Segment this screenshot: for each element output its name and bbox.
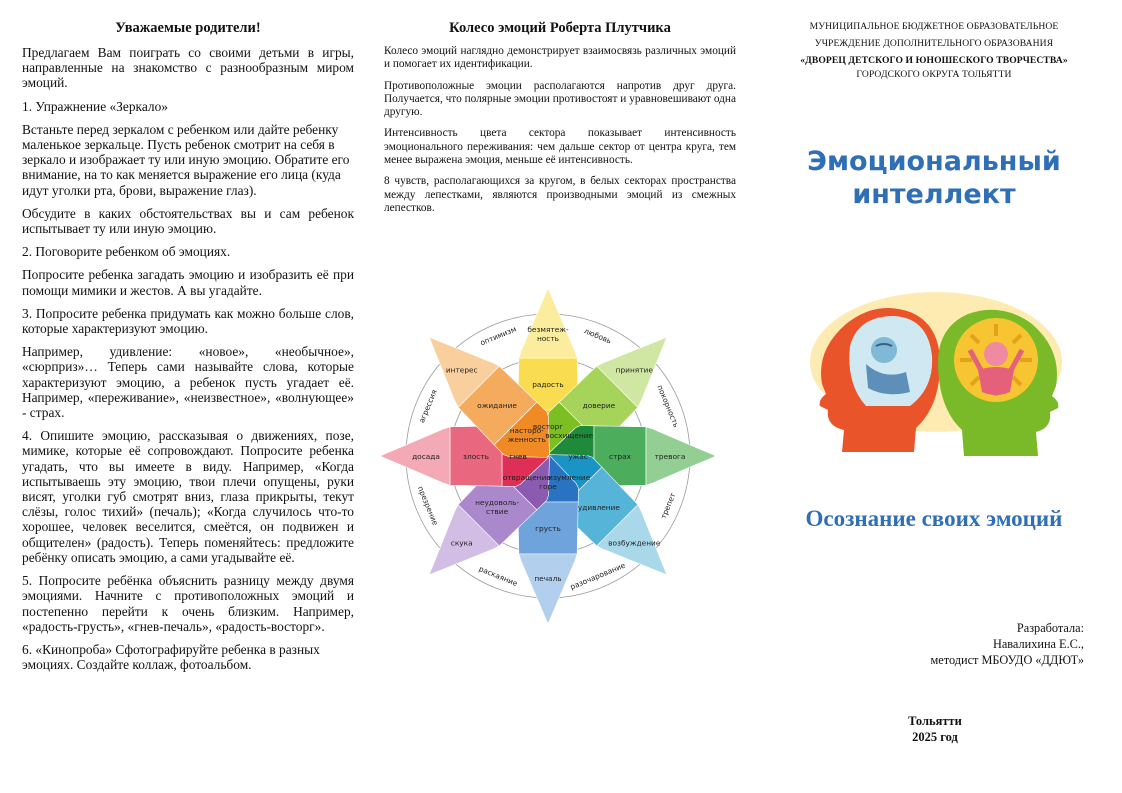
left-paragraph-ex2-title: 2. Поговорите ребенком об эмоциях. <box>22 244 231 260</box>
wheel-emotion-label: горе <box>539 482 557 491</box>
wheel-emotion-label: грусть <box>535 524 561 533</box>
author-credit <box>931 620 1085 668</box>
middle-heading: Колесо эмоций Роберта Плутчика <box>449 20 671 36</box>
left-paragraph-ex3-text: Например, удивление: «новое», «необычное», «сюрприз»… Теперь сами называйте слова, которые характеризуют эмоцию, а ребенок пусть угадает её. Например, «переживание», «неизвестное», «волнующее» - страх. <box>22 344 354 421</box>
city-year <box>748 713 1122 745</box>
credit-line-3: методист МБОУДО «ДДЮТ» <box>930 653 1084 667</box>
left-paragraph-ex1-discuss: Обсудите в каких обстоятельствах вы и сам ребенок испытывает ту или иную эмоцию. <box>22 205 354 237</box>
wheel-dyad-label: трепет <box>658 491 678 521</box>
city-name: Тольятти <box>908 714 962 728</box>
wheel-dyad-label: оптимизм <box>478 324 518 348</box>
wheel-emotion-label: печаль <box>534 574 562 583</box>
wheel-dyad-label: раскаяние <box>477 564 519 589</box>
wheel-emotion-label: отвращение <box>502 473 551 483</box>
wheel-emotion-label: принятие <box>615 365 653 375</box>
wheel-emotion-label: скука <box>450 538 473 548</box>
wheel-emotion-label: удивление <box>577 502 620 512</box>
wheel-dyad-label: покорность <box>655 383 681 429</box>
left-paragraph-intro: Предлагаем Вам поиграть со своими детьми в игры, направленные на знакомство с разнообразным миром эмоций. <box>22 45 354 91</box>
wheel-emotion-label: безмятеж-ность <box>527 325 569 343</box>
wheel-emotion-label: радость <box>532 380 564 389</box>
org-line-2: УЧРЕЖДЕНИЕ ДОПОЛНИТЕЛЬНОГО ОБРАЗОВАНИЯ <box>814 38 1054 49</box>
wheel-emotion-label: досада <box>412 452 440 461</box>
left-paragraph-ex6: 6. «Кинопроба» Сфотографируйте ребенка в разных эмоциях. Создайте коллаж, фотоальбом. <box>22 641 320 673</box>
happy-child-head <box>984 342 1008 366</box>
middle-paragraph-1: Колесо эмоций наглядно демонстрирует взаимосвязь различных эмоций и помогает их идентификации. <box>384 45 736 71</box>
wheel-emotion-label: насторо-женность <box>507 425 546 444</box>
left-paragraph-ex3-title: 3. Попросите ребенка придумать как можно больше слов, которые характеризуют эмоцию. <box>22 305 354 337</box>
left-heading: Уважаемые родители! <box>115 20 261 36</box>
left-paragraph-ex2-text: Попросите ребенка загадать эмоцию и изобразить её при помощи мимики и жестов. А вы угадайте. <box>22 267 354 298</box>
wheel-emotion-label: восхищение <box>545 430 594 440</box>
organization-block <box>762 18 1106 81</box>
wheel-emotion-label: интерес <box>445 365 478 375</box>
left-paragraph-ex5: 5. Попросите ребёнка объяснить разницу между двумя эмоциями. Начните с противоположных эмоций и постепенно перейти к очень близким. Например, «радость-грусть», «гнев-печаль», «радость-восторг». <box>22 573 354 634</box>
wheel-dyad-label: любовь <box>582 326 613 346</box>
sad-child-head <box>871 337 897 363</box>
wheel-emotion-label: гнев <box>509 452 527 461</box>
wheel-petal-segment <box>519 554 577 624</box>
middle-paragraph-3: Интенсивность цвета сектора показывает интенсивность эмоционального переживания: чем дальше сектор от центра круга, тем менее выражена эмоция, меньше её интенсивность. <box>384 127 736 167</box>
org-line-3: «ДВОРЕЦ ДЕТСКОГО И ЮНОШЕСКОГО ТВОРЧЕСТВА» <box>800 55 1068 66</box>
wheel-dyad-label: презрение <box>415 484 440 527</box>
wheel-emotion-label: ужас <box>568 452 588 461</box>
brochure-subtitle: Осознание своих эмоций <box>805 506 1063 531</box>
wheel-dyad-label: разочарование <box>568 560 627 592</box>
wheel-petal-segment <box>519 288 577 358</box>
wheel-emotion-label: изумление <box>548 473 591 483</box>
credit-line-2: Навалихина Е.С., <box>992 637 1084 651</box>
wheel-emotion-label: злость <box>463 452 489 461</box>
org-line-1: МУНИЦИПАЛЬНОЕ БЮДЖЕТНОЕ ОБРАЗОВАТЕЛЬНОЕ <box>809 21 1059 32</box>
left-column <box>0 0 374 793</box>
middle-paragraph-4: 8 чувств, располагающихся за кругом, в белых секторах пространства между лепестками, являются производными эмоций из смежных лепестков. <box>384 175 736 214</box>
wheel-dyad-label: агрессия <box>417 388 439 425</box>
middle-paragraph-2: Противоположные эмоции располагаются напротив друг друга. Получается, что полярные эмоции противостоят и уравновешивают одна другую. <box>384 79 736 119</box>
org-line-4: ГОРОДСКОГО ОКРУГА ТОЛЬЯТТИ <box>856 69 1012 80</box>
wheel-emotion-label: ожидание <box>477 401 517 411</box>
two-heads-illustration <box>806 280 1066 480</box>
left-paragraph-ex4: 4. Опишите эмоцию, рассказывая о движениях, позе, мимике, которые её сопровождают. Попросите ребенка угадать, что вы имеете в виду. Например, «Когда испытываешь эту эмоцию, твои плечи опущены, руки висят, уголки губ смотрят вниз, глаза прикрыты, текут слёзы, голос тихий» (печаль); «Когда случилось что-то хорошее, человек веселится, смеётся, он подвижен и общителен» (радость). Теперь поменяйтесь: предложите ребёнку описать эмоцию, а сами угадывайте её. <box>22 428 354 565</box>
left-paragraph-ex1-title: 1. Упражнение «Зеркало» <box>22 98 168 114</box>
wheel-emotion-label: доверие <box>582 401 616 411</box>
wheel-emotion-label: страх <box>609 452 631 461</box>
brochure-title: Эмоциональный интеллект <box>807 146 1061 210</box>
wheel-emotion-label: восторг <box>532 422 564 431</box>
wheel-emotion-label: тревога <box>654 452 686 461</box>
plutchik-emotion-wheel <box>378 286 718 626</box>
wheel-emotion-label: возбуждение <box>608 538 661 548</box>
publication-year: 2025 год <box>912 730 958 744</box>
credit-line-1: Разработала: <box>1016 621 1084 635</box>
left-paragraph-ex1-text: Встаньте перед зеркалом с ребенком или дайте ребенку маленькое зеркальце. Пусть ребенок смотрит на себя в зеркало и изображает ту или иную эмоцию. Обратите его внимание, на то как меняется выражение его лица (куда идут уголки рта, брови, выражение глаз). <box>22 121 350 198</box>
wheel-emotion-label: неудоволь-ствие <box>475 497 520 516</box>
